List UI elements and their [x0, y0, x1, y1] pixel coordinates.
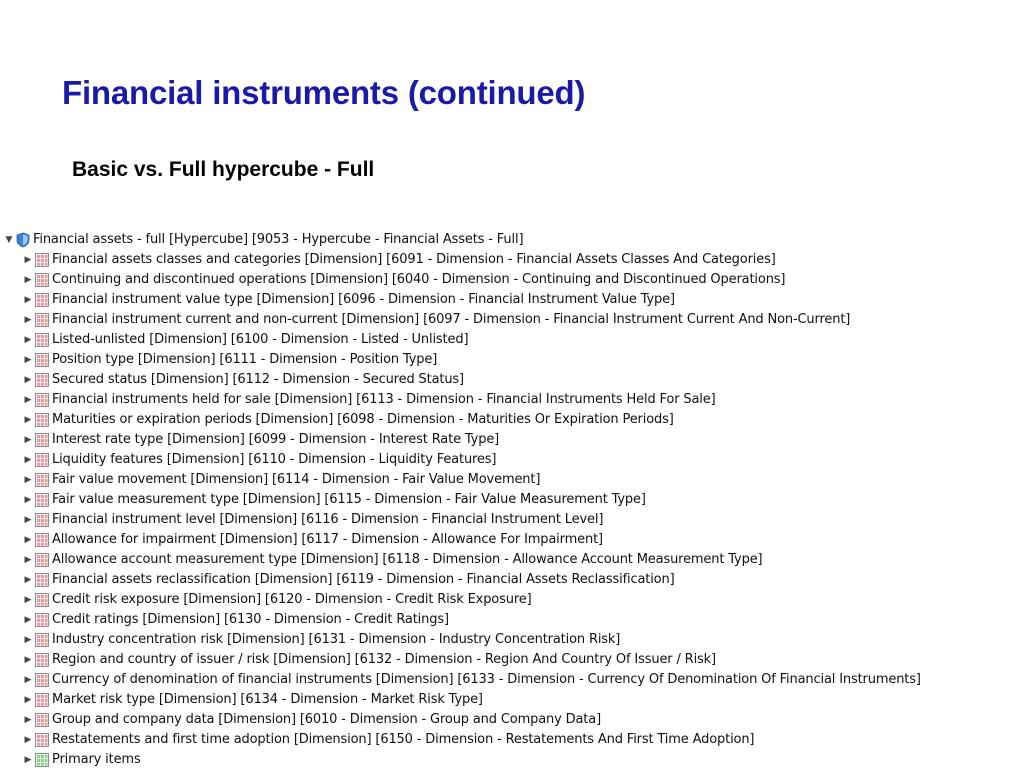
disclosure-collapsed-icon[interactable]: ▶	[24, 735, 32, 745]
tree-root-node[interactable]	[0, 230, 1024, 250]
dimension-grid-icon	[34, 272, 50, 288]
tree-node-row[interactable]	[0, 430, 1024, 450]
disclosure-collapsed-icon[interactable]: ▶	[24, 655, 32, 665]
tree-node-label: Listed-unlisted [Dimension] [6100 - Dimension - Listed - Unlisted]	[52, 332, 469, 347]
dimension-grid-icon	[34, 452, 50, 468]
disclosure-collapsed-icon[interactable]: ▶	[24, 515, 32, 525]
disclosure-collapsed-icon[interactable]: ▶	[24, 355, 32, 365]
dimension-grid-icon	[34, 552, 50, 568]
tree-node-row[interactable]	[0, 750, 1024, 770]
dimension-grid-icon	[34, 672, 50, 688]
tree-node-label: Currency of denomination of financial instruments [Dimension] [6133 - Dimension - Currency Of Denomination Of Financial Instruments]	[52, 672, 921, 687]
tree-node-row[interactable]	[0, 550, 1024, 570]
dimension-grid-icon	[34, 312, 50, 328]
tree-node-row[interactable]	[0, 370, 1024, 390]
dimension-grid-icon	[34, 532, 50, 548]
disclosure-collapsed-icon[interactable]: ▶	[24, 475, 32, 485]
tree-node-row[interactable]	[0, 590, 1024, 610]
hypercube-tree	[0, 230, 1024, 770]
dimension-grid-icon	[34, 572, 50, 588]
tree-node-label: Interest rate type [Dimension] [6099 - Dimension - Interest Rate Type]	[52, 432, 500, 447]
disclosure-collapsed-icon[interactable]: ▶	[24, 595, 32, 605]
disclosure-collapsed-icon[interactable]: ▶	[24, 435, 32, 445]
primary-items-grid-icon	[34, 752, 50, 768]
tree-node-row[interactable]	[0, 410, 1024, 430]
dimension-grid-icon	[34, 692, 50, 708]
tree-node-label: Financial assets classes and categories [Dimension] [6091 - Dimension - Financial Assets Classes And Categories]	[52, 252, 776, 267]
tree-node-label: Industry concentration risk [Dimension] [6131 - Dimension - Industry Concentration Risk]	[52, 632, 621, 647]
tree-node-label: Group and company data [Dimension] [6010 - Dimension - Group and Company Data]	[52, 712, 601, 727]
dimension-grid-icon	[34, 592, 50, 608]
disclosure-collapsed-icon[interactable]: ▶	[24, 395, 32, 405]
tree-node-label: Financial instrument level [Dimension] [6116 - Dimension - Financial Instrument Level]	[52, 512, 604, 527]
disclosure-collapsed-icon[interactable]: ▶	[24, 555, 32, 565]
tree-node-row[interactable]	[0, 330, 1024, 350]
hypercube-shield-icon	[15, 232, 31, 248]
dimension-grid-icon	[34, 632, 50, 648]
dimension-grid-icon	[34, 512, 50, 528]
tree-node-label: Region and country of issuer / risk [Dimension] [6132 - Dimension - Region And Country Of Issuer / Risk]	[52, 652, 716, 667]
tree-node-row[interactable]	[0, 470, 1024, 490]
disclosure-collapsed-icon[interactable]: ▶	[24, 275, 32, 285]
tree-node-label: Financial instrument current and non-current [Dimension] [6097 - Dimension - Financial Instrument Current And Non-Current]	[52, 312, 851, 327]
disclosure-collapsed-icon[interactable]: ▶	[24, 295, 32, 305]
tree-node-row[interactable]	[0, 270, 1024, 290]
disclosure-collapsed-icon[interactable]: ▶	[24, 335, 32, 345]
slide-subtitle: Basic vs. Full hypercube - Full	[72, 158, 375, 181]
tree-node-row[interactable]	[0, 730, 1024, 750]
disclosure-collapsed-icon[interactable]: ▶	[24, 255, 32, 265]
tree-node-row[interactable]	[0, 510, 1024, 530]
tree-node-label: Financial instrument value type [Dimension] [6096 - Dimension - Financial Instrument Value Type]	[52, 292, 675, 307]
disclosure-collapsed-icon[interactable]: ▶	[24, 315, 32, 325]
dimension-grid-icon	[34, 392, 50, 408]
disclosure-collapsed-icon[interactable]: ▶	[24, 615, 32, 625]
tree-node-row[interactable]	[0, 710, 1024, 730]
disclosure-collapsed-icon[interactable]: ▶	[24, 495, 32, 505]
slide-title: Financial instruments (continued)	[62, 74, 586, 111]
tree-node-row[interactable]	[0, 290, 1024, 310]
dimension-grid-icon	[34, 372, 50, 388]
disclosure-collapsed-icon[interactable]: ▶	[24, 535, 32, 545]
disclosure-collapsed-icon[interactable]: ▶	[24, 695, 32, 705]
tree-node-label: Primary items	[52, 752, 141, 767]
tree-node-label: Credit risk exposure [Dimension] [6120 - Dimension - Credit Risk Exposure]	[52, 592, 532, 607]
tree-node-row[interactable]	[0, 450, 1024, 470]
tree-node-row[interactable]	[0, 570, 1024, 590]
tree-node-row[interactable]	[0, 390, 1024, 410]
dimension-grid-icon	[34, 412, 50, 428]
disclosure-collapsed-icon[interactable]: ▶	[24, 375, 32, 385]
disclosure-collapsed-icon[interactable]: ▶	[24, 415, 32, 425]
disclosure-expanded-icon[interactable]: ▼	[5, 235, 13, 245]
disclosure-collapsed-icon[interactable]: ▶	[24, 755, 32, 765]
tree-node-label: Liquidity features [Dimension] [6110 - Dimension - Liquidity Features]	[52, 452, 497, 467]
dimension-grid-icon	[34, 352, 50, 368]
tree-node-label: Secured status [Dimension] [6112 - Dimension - Secured Status]	[52, 372, 464, 387]
dimension-grid-icon	[34, 472, 50, 488]
dimension-grid-icon	[34, 332, 50, 348]
tree-node-row[interactable]	[0, 610, 1024, 630]
tree-node-label: Fair value measurement type [Dimension] [6115 - Dimension - Fair Value Measurement Type]	[52, 492, 646, 507]
dimension-grid-icon	[34, 652, 50, 668]
tree-node-label: Allowance account measurement type [Dimension] [6118 - Dimension - Allowance Account Measurement Type]	[52, 552, 763, 567]
tree-node-label: Maturities or expiration periods [Dimension] [6098 - Dimension - Maturities Or Expiration Periods]	[52, 412, 674, 427]
disclosure-collapsed-icon[interactable]: ▶	[24, 635, 32, 645]
tree-node-row[interactable]	[0, 490, 1024, 510]
dimension-grid-icon	[34, 292, 50, 308]
dimension-grid-icon	[34, 432, 50, 448]
dimension-grid-icon	[34, 612, 50, 628]
tree-node-label: Financial instruments held for sale [Dimension] [6113 - Dimension - Financial Instruments Held For Sale]	[52, 392, 716, 407]
tree-node-row[interactable]	[0, 350, 1024, 370]
tree-node-row[interactable]	[0, 310, 1024, 330]
tree-node-row[interactable]	[0, 630, 1024, 650]
tree-node-label: Restatements and first time adoption [Dimension] [6150 - Dimension - Restatements And First Time Adoption]	[52, 732, 755, 747]
tree-node-label: Market risk type [Dimension] [6134 - Dimension - Market Risk Type]	[52, 692, 483, 707]
dimension-grid-icon	[34, 492, 50, 508]
tree-node-label: Fair value movement [Dimension] [6114 - Dimension - Fair Value Movement]	[52, 472, 541, 487]
tree-node-label: Financial assets reclassification [Dimension] [6119 - Dimension - Financial Assets Reclassification]	[52, 572, 675, 587]
tree-node-row[interactable]	[0, 670, 1024, 690]
disclosure-collapsed-icon[interactable]: ▶	[24, 455, 32, 465]
tree-node-label: Credit ratings [Dimension] [6130 - Dimension - Credit Ratings]	[52, 612, 449, 627]
tree-node-label: Continuing and discontinued operations [Dimension] [6040 - Dimension - Continuing and Discontinued Operations]	[52, 272, 786, 287]
tree-node-label: Allowance for impairment [Dimension] [6117 - Dimension - Allowance For Impairment]	[52, 532, 603, 547]
disclosure-collapsed-icon[interactable]: ▶	[24, 715, 32, 725]
dimension-grid-icon	[34, 252, 50, 268]
tree-node-row[interactable]	[0, 650, 1024, 670]
disclosure-collapsed-icon[interactable]: ▶	[24, 575, 32, 585]
tree-node-row[interactable]	[0, 250, 1024, 270]
disclosure-collapsed-icon[interactable]: ▶	[24, 675, 32, 685]
dimension-grid-icon	[34, 732, 50, 748]
tree-node-label: Financial assets - full [Hypercube] [9053 - Hypercube - Financial Assets - Full]	[33, 232, 524, 247]
tree-node-label: Position type [Dimension] [6111 - Dimension - Position Type]	[52, 352, 438, 367]
tree-node-row[interactable]	[0, 690, 1024, 710]
dimension-grid-icon	[34, 712, 50, 728]
tree-node-row[interactable]	[0, 530, 1024, 550]
